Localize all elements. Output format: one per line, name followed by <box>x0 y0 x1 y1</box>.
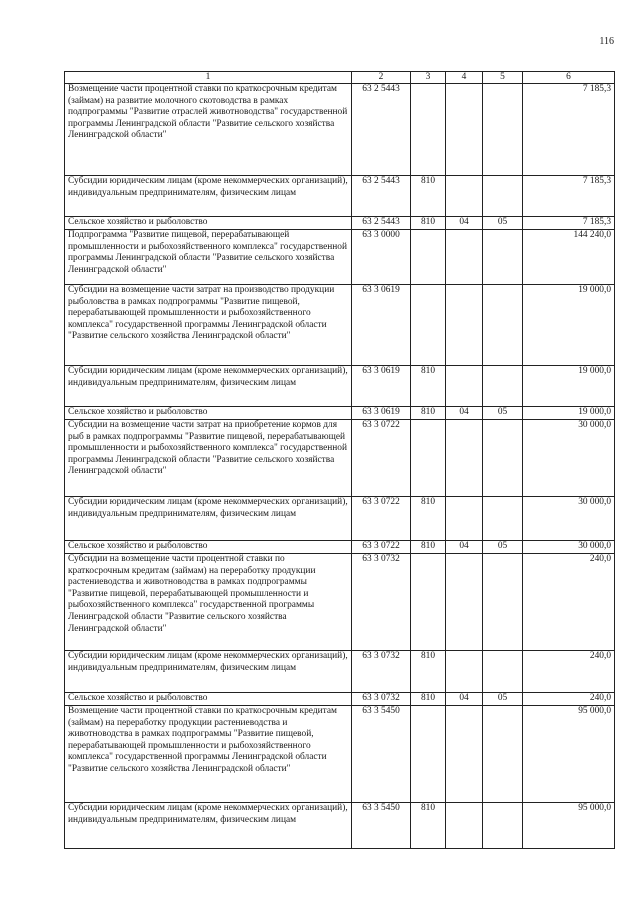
row-col3 <box>411 285 446 366</box>
table-row <box>65 366 615 407</box>
row-col5: 05 <box>483 541 523 554</box>
row-amount: 240,0 <box>523 651 615 693</box>
row-code: 63 2 5443 <box>352 176 411 217</box>
row-col3 <box>411 706 446 803</box>
row-code: 63 3 0722 <box>352 420 411 497</box>
row-col5 <box>483 803 523 849</box>
row-name: Субсидии юридическим лицам (кроме некоммерческих организаций), индивидуальным предпринимателям, физическим лицам <box>65 497 352 541</box>
table-row <box>65 497 615 541</box>
row-name: Субсидии юридическим лицам (кроме некоммерческих организаций), индивидуальным предпринимателям, физическим лицам <box>65 651 352 693</box>
table-row <box>65 554 615 651</box>
table-row <box>65 803 615 849</box>
row-name: Субсидии юридическим лицам (кроме некоммерческих организаций), индивидуальным предпринимателям, физическим лицам <box>65 803 352 849</box>
col-header-6: 6 <box>523 72 615 84</box>
row-col5 <box>483 497 523 541</box>
row-amount: 19 000,0 <box>523 366 615 407</box>
row-amount: 30 000,0 <box>523 541 615 554</box>
table-row <box>65 84 615 176</box>
row-amount: 30 000,0 <box>523 497 615 541</box>
row-amount: 95 000,0 <box>523 706 615 803</box>
col-header-2: 2 <box>352 72 411 84</box>
col-header-3: 3 <box>411 72 446 84</box>
row-name: Сельское хозяйство и рыболовство <box>65 693 352 706</box>
table-row <box>65 285 615 366</box>
row-name: Субсидии юридическим лицам (кроме некоммерческих организаций), индивидуальным предпринимателям, физическим лицам <box>65 176 352 217</box>
row-name: Субсидии на возмещение части затрат на производство продукции рыболовства в рамках подпрограммы "Развитие пищевой, перерабатывающей промышленности и рыбохозяйственного комплекса" государственной программы Ленинградской области "Развитие сельского хозяйства Ленинградской области" <box>65 285 352 366</box>
row-col3: 810 <box>411 693 446 706</box>
row-col4 <box>446 176 483 217</box>
row-col3 <box>411 230 446 285</box>
row-amount: 7 185,3 <box>523 176 615 217</box>
row-code: 63 3 5450 <box>352 706 411 803</box>
row-code: 63 3 0000 <box>352 230 411 285</box>
row-col5 <box>483 84 523 176</box>
row-col3 <box>411 84 446 176</box>
row-col3: 810 <box>411 651 446 693</box>
budget-table <box>64 71 615 849</box>
row-name: Субсидии юридическим лицам (кроме некоммерческих организаций), индивидуальным предпринимателям, физическим лицам <box>65 366 352 407</box>
row-amount: 19 000,0 <box>523 285 615 366</box>
table-row <box>65 693 615 706</box>
row-col4 <box>446 420 483 497</box>
row-code: 63 3 0732 <box>352 554 411 651</box>
col-header-4: 4 <box>446 72 483 84</box>
row-col5 <box>483 366 523 407</box>
row-col3: 810 <box>411 497 446 541</box>
row-col5 <box>483 554 523 651</box>
row-amount: 7 185,3 <box>523 217 615 230</box>
row-col3: 810 <box>411 366 446 407</box>
row-col3: 810 <box>411 407 446 420</box>
row-col5 <box>483 230 523 285</box>
row-col5 <box>483 651 523 693</box>
row-code: 63 3 0732 <box>352 651 411 693</box>
row-col4 <box>446 651 483 693</box>
row-code: 63 2 5443 <box>352 84 411 176</box>
row-name: Субсидии на возмещение части процентной ставки по краткосрочным кредитам (займам) на переработку продукции растениеводства и животноводства в рамках подпрограммы "Развитие пищевой, перерабатывающей промышленности и рыбохозяйственного комплекса" государственной программы Ленинградской области "Развитие сельского хозяйства Ленинградской области" <box>65 554 352 651</box>
row-col4 <box>446 706 483 803</box>
row-col4: 04 <box>446 217 483 230</box>
row-code: 63 3 5450 <box>352 803 411 849</box>
row-col5 <box>483 176 523 217</box>
row-col4 <box>446 84 483 176</box>
row-amount: 144 240,0 <box>523 230 615 285</box>
row-code: 63 3 0722 <box>352 541 411 554</box>
row-col4 <box>446 554 483 651</box>
row-code: 63 3 0619 <box>352 407 411 420</box>
table-row <box>65 420 615 497</box>
row-amount: 7 185,3 <box>523 84 615 176</box>
row-name: Сельское хозяйство и рыболовство <box>65 407 352 420</box>
row-code: 63 3 0722 <box>352 497 411 541</box>
page-number: 116 <box>599 36 614 47</box>
row-col3: 810 <box>411 217 446 230</box>
row-col3: 810 <box>411 803 446 849</box>
row-col4 <box>446 230 483 285</box>
table-row <box>65 230 615 285</box>
row-col4 <box>446 366 483 407</box>
row-name: Сельское хозяйство и рыболовство <box>65 217 352 230</box>
row-col3: 810 <box>411 176 446 217</box>
row-col4: 04 <box>446 407 483 420</box>
table-row <box>65 541 615 554</box>
col-header-1: 1 <box>65 72 352 84</box>
row-amount: 95 000,0 <box>523 803 615 849</box>
row-name: Подпрограмма "Развитие пищевой, перерабатывающей промышленности и рыбохозяйственного комплекса" государственной программы Ленинградской области "Развитие сельского хозяйства Ленинградской области" <box>65 230 352 285</box>
row-col3 <box>411 420 446 497</box>
row-col5 <box>483 420 523 497</box>
row-col5: 05 <box>483 407 523 420</box>
header-row <box>65 72 615 84</box>
row-amount: 240,0 <box>523 554 615 651</box>
row-col4 <box>446 497 483 541</box>
row-col4: 04 <box>446 541 483 554</box>
row-code: 63 3 0732 <box>352 693 411 706</box>
row-amount: 19 000,0 <box>523 407 615 420</box>
row-code: 63 3 0619 <box>352 366 411 407</box>
row-col4: 04 <box>446 693 483 706</box>
row-col3 <box>411 554 446 651</box>
row-col5 <box>483 706 523 803</box>
row-col5: 05 <box>483 693 523 706</box>
row-amount: 30 000,0 <box>523 420 615 497</box>
row-code: 63 2 5443 <box>352 217 411 230</box>
table-row <box>65 407 615 420</box>
row-code: 63 3 0619 <box>352 285 411 366</box>
row-name: Субсидии на возмещение части затрат на приобретение кормов для рыб в рамках подпрограммы "Развитие пищевой, перерабатывающей промышленности и рыбохозяйственного комплекса" государственной программы Ленинградской области "Развитие сельского хозяйства Ленинградской области" <box>65 420 352 497</box>
row-name: Возмещение части процентной ставки по краткосрочным кредитам (займам) на переработку продукции растениеводства и животноводства в рамках подпрограммы "Развитие пищевой, перерабатывающей промышленности и рыбохозяйственного комплекса" государственной программы Ленинградской области "Развитие сельского хозяйства Ленинградской области" <box>65 706 352 803</box>
table-row <box>65 176 615 217</box>
row-name: Сельское хозяйство и рыболовство <box>65 541 352 554</box>
row-name: Возмещение части процентной ставки по краткосрочным кредитам (займам) на развитие молочного скотоводства в рамках подпрограммы "Развитие отраслей животноводства" государственной программы Ленинградской области "Развитие сельского хозяйства Ленинградской области" <box>65 84 352 176</box>
row-col4 <box>446 803 483 849</box>
row-amount: 240,0 <box>523 693 615 706</box>
row-col3: 810 <box>411 541 446 554</box>
table-row <box>65 217 615 230</box>
col-header-5: 5 <box>483 72 523 84</box>
row-col4 <box>446 285 483 366</box>
table-row <box>65 706 615 803</box>
row-col5 <box>483 285 523 366</box>
table-row <box>65 651 615 693</box>
row-col5: 05 <box>483 217 523 230</box>
